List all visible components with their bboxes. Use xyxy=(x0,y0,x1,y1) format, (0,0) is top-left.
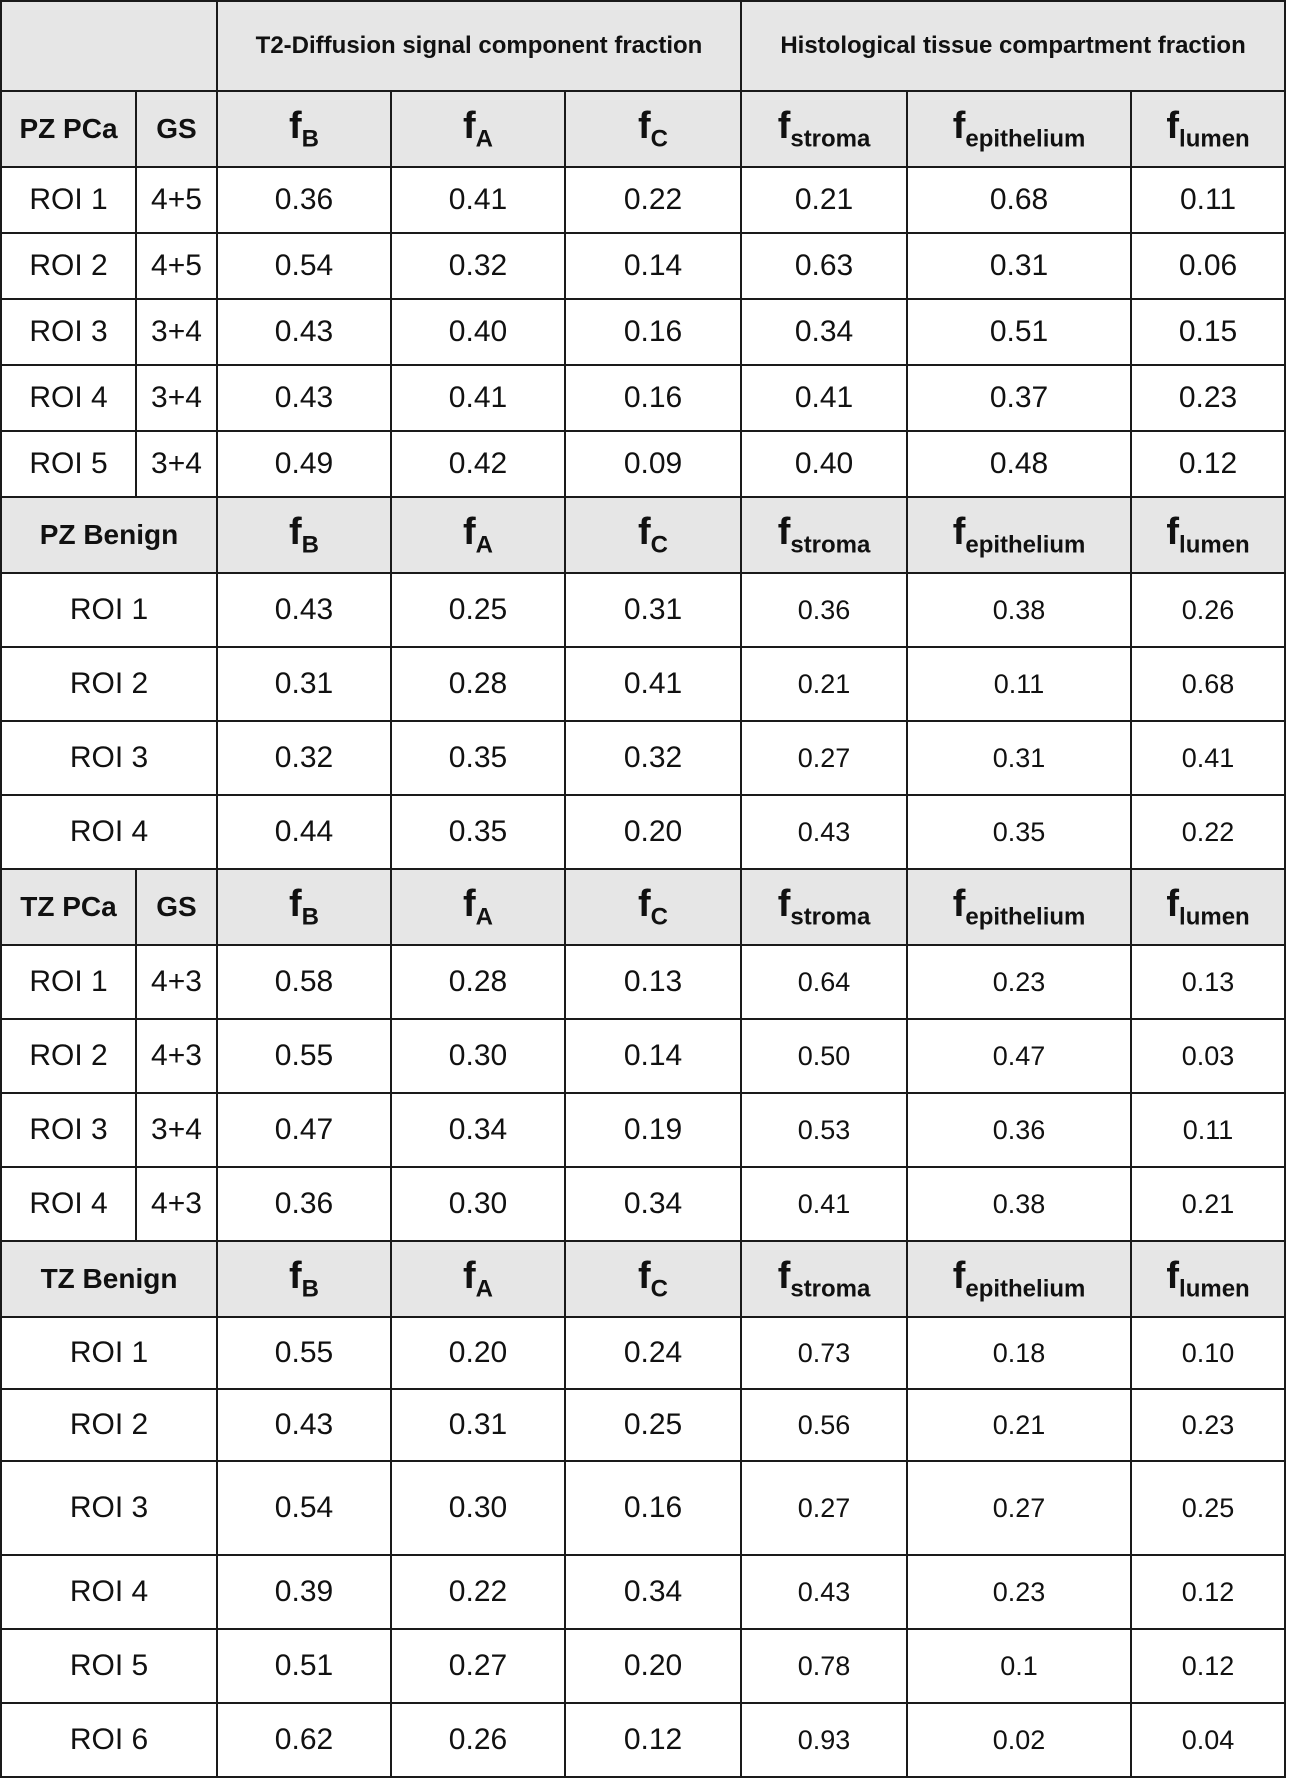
gs-cell: 3+4 xyxy=(136,299,217,365)
fepithelium-cell: 0.38 xyxy=(907,1167,1131,1241)
fepithelium-cell: 0.47 xyxy=(907,1019,1131,1093)
symbol-fepithelium: $f_{epithelium}$ xyxy=(907,91,1131,167)
fb-cell: 0.43 xyxy=(217,365,391,431)
fstroma-cell: 0.43 xyxy=(741,795,907,869)
fepithelium-cell: 0.23 xyxy=(907,945,1131,1019)
fc-cell: 0.41 xyxy=(565,647,741,721)
flumen-cell: 0.13 xyxy=(1131,945,1285,1019)
fa-cell: 0.35 xyxy=(391,721,565,795)
flumen-cell: 0.11 xyxy=(1131,1093,1285,1167)
symbol-fa: $f_A$ xyxy=(391,91,565,167)
fc-cell: 0.14 xyxy=(565,233,741,299)
table-row xyxy=(1,1093,1285,1167)
roi-cell: ROI 4 xyxy=(1,365,136,431)
fb-cell: 0.54 xyxy=(217,233,391,299)
table-row xyxy=(1,1167,1285,1241)
fa-cell: 0.35 xyxy=(391,795,565,869)
fstroma-cell: 0.56 xyxy=(741,1389,907,1461)
fa-cell: 0.28 xyxy=(391,647,565,721)
fb-cell: 0.39 xyxy=(217,1555,391,1629)
fstroma-cell: 0.78 xyxy=(741,1629,907,1703)
flumen-cell: 0.23 xyxy=(1131,1389,1285,1461)
fa-cell: 0.28 xyxy=(391,945,565,1019)
fa-cell: 0.32 xyxy=(391,233,565,299)
roi-cell: ROI 3 xyxy=(1,1093,136,1167)
fc-cell: 0.24 xyxy=(565,1317,741,1389)
fstroma-cell: 0.40 xyxy=(741,431,907,497)
fa-cell: 0.34 xyxy=(391,1093,565,1167)
fc-cell: 0.34 xyxy=(565,1167,741,1241)
fa-cell: 0.31 xyxy=(391,1389,565,1461)
fstroma-cell: 0.21 xyxy=(741,167,907,233)
empty-corner-cell xyxy=(1,1,217,91)
table-row xyxy=(1,647,1285,721)
flumen-cell: 0.12 xyxy=(1131,1629,1285,1703)
fc-cell: 0.32 xyxy=(565,721,741,795)
symbol-fb: $f_B$ xyxy=(217,1241,391,1317)
fc-cell: 0.19 xyxy=(565,1093,741,1167)
fepithelium-cell: 0.35 xyxy=(907,795,1131,869)
table-row xyxy=(1,299,1285,365)
fa-cell: 0.30 xyxy=(391,1461,565,1555)
flumen-cell: 0.68 xyxy=(1131,647,1285,721)
roi-cell: ROI 4 xyxy=(1,1555,217,1629)
fstroma-cell: 0.43 xyxy=(741,1555,907,1629)
roi-cell: ROI 1 xyxy=(1,573,217,647)
fepithelium-cell: 0.37 xyxy=(907,365,1131,431)
fstroma-cell: 0.64 xyxy=(741,945,907,1019)
gs-cell: 4+5 xyxy=(136,167,217,233)
flumen-cell: 0.06 xyxy=(1131,233,1285,299)
fb-cell: 0.36 xyxy=(217,167,391,233)
fepithelium-cell: 0.51 xyxy=(907,299,1131,365)
fc-cell: 0.16 xyxy=(565,1461,741,1555)
fepithelium-cell: 0.21 xyxy=(907,1389,1131,1461)
symbol-flumen: $f_{lumen}$ xyxy=(1131,869,1285,945)
section-header-row xyxy=(1,869,1285,945)
fc-cell: 0.20 xyxy=(565,1629,741,1703)
gs-header: GS xyxy=(136,869,217,945)
fepithelium-cell: 0.38 xyxy=(907,573,1131,647)
table-row xyxy=(1,1389,1285,1461)
fa-cell: 0.22 xyxy=(391,1555,565,1629)
fstroma-cell: 0.21 xyxy=(741,647,907,721)
fb-cell: 0.62 xyxy=(217,1703,391,1777)
section-header-row xyxy=(1,91,1285,167)
roi-cell: ROI 3 xyxy=(1,721,217,795)
fepithelium-cell: 0.48 xyxy=(907,431,1131,497)
fa-cell: 0.42 xyxy=(391,431,565,497)
symbol-flumen: $f_{lumen}$ xyxy=(1131,1241,1285,1317)
gs-cell: 3+4 xyxy=(136,1093,217,1167)
roi-cell: ROI 4 xyxy=(1,795,217,869)
fstroma-cell: 0.50 xyxy=(741,1019,907,1093)
roi-cell: ROI 6 xyxy=(1,1703,217,1777)
roi-cell: ROI 5 xyxy=(1,1629,217,1703)
fb-cell: 0.54 xyxy=(217,1461,391,1555)
section-label: TZ Benign xyxy=(1,1241,217,1317)
flumen-cell: 0.23 xyxy=(1131,365,1285,431)
symbol-fc: $f_C$ xyxy=(565,91,741,167)
table-row xyxy=(1,167,1285,233)
roi-cell: ROI 2 xyxy=(1,647,217,721)
symbol-fc: $f_C$ xyxy=(565,869,741,945)
flumen-cell: 0.41 xyxy=(1131,721,1285,795)
table-row xyxy=(1,1629,1285,1703)
fepithelium-cell: 0.11 xyxy=(907,647,1131,721)
fb-cell: 0.44 xyxy=(217,795,391,869)
fa-cell: 0.41 xyxy=(391,365,565,431)
symbol-fc: $f_C$ xyxy=(565,1241,741,1317)
symbol-fa: $f_A$ xyxy=(391,869,565,945)
roi-cell: ROI 2 xyxy=(1,1389,217,1461)
t2-group-header: T2-Diffusion signal component fraction xyxy=(217,1,741,91)
table-row xyxy=(1,233,1285,299)
table-row xyxy=(1,1461,1285,1555)
section-label: PZ Benign xyxy=(1,497,217,573)
roi-cell: ROI 3 xyxy=(1,1461,217,1555)
fb-cell: 0.43 xyxy=(217,299,391,365)
fc-cell: 0.34 xyxy=(565,1555,741,1629)
fb-cell: 0.58 xyxy=(217,945,391,1019)
flumen-cell: 0.21 xyxy=(1131,1167,1285,1241)
fb-cell: 0.43 xyxy=(217,1389,391,1461)
symbol-fa: $f_A$ xyxy=(391,497,565,573)
fstroma-cell: 0.63 xyxy=(741,233,907,299)
flumen-cell: 0.12 xyxy=(1131,431,1285,497)
fc-cell: 0.31 xyxy=(565,573,741,647)
fc-cell: 0.25 xyxy=(565,1389,741,1461)
fepithelium-cell: 0.1 xyxy=(907,1629,1131,1703)
table-row xyxy=(1,365,1285,431)
symbol-flumen: $f_{lumen}$ xyxy=(1131,91,1285,167)
fb-cell: 0.36 xyxy=(217,1167,391,1241)
fstroma-cell: 0.53 xyxy=(741,1093,907,1167)
symbol-fepithelium: $f_{epithelium}$ xyxy=(907,1241,1131,1317)
roi-cell: ROI 1 xyxy=(1,945,136,1019)
fstroma-cell: 0.34 xyxy=(741,299,907,365)
fstroma-cell: 0.27 xyxy=(741,1461,907,1555)
fa-cell: 0.20 xyxy=(391,1317,565,1389)
section-header-row xyxy=(1,497,1285,573)
symbol-fb: $f_B$ xyxy=(217,869,391,945)
flumen-cell: 0.25 xyxy=(1131,1461,1285,1555)
symbol-fb: $f_B$ xyxy=(217,91,391,167)
fepithelium-cell: 0.27 xyxy=(907,1461,1131,1555)
gs-cell: 3+4 xyxy=(136,431,217,497)
fc-cell: 0.12 xyxy=(565,1703,741,1777)
table-row xyxy=(1,573,1285,647)
fb-cell: 0.32 xyxy=(217,721,391,795)
gs-cell: 4+3 xyxy=(136,1167,217,1241)
fb-cell: 0.55 xyxy=(217,1317,391,1389)
fepithelium-cell: 0.31 xyxy=(907,233,1131,299)
table-row xyxy=(1,1703,1285,1777)
table-row xyxy=(1,1019,1285,1093)
symbol-fa: $f_A$ xyxy=(391,1241,565,1317)
fepithelium-cell: 0.31 xyxy=(907,721,1131,795)
gs-cell: 4+5 xyxy=(136,233,217,299)
flumen-cell: 0.04 xyxy=(1131,1703,1285,1777)
gs-cell: 3+4 xyxy=(136,365,217,431)
fa-cell: 0.30 xyxy=(391,1167,565,1241)
roi-cell: ROI 2 xyxy=(1,1019,136,1093)
fc-cell: 0.16 xyxy=(565,365,741,431)
fstroma-cell: 0.27 xyxy=(741,721,907,795)
gs-cell: 4+3 xyxy=(136,1019,217,1093)
symbol-fc: $f_C$ xyxy=(565,497,741,573)
gs-cell: 4+3 xyxy=(136,945,217,1019)
symbol-fstroma: $f_{stroma}$ xyxy=(741,869,907,945)
section-header-row xyxy=(1,1241,1285,1317)
fa-cell: 0.41 xyxy=(391,167,565,233)
fstroma-cell: 0.41 xyxy=(741,365,907,431)
roi-cell: ROI 2 xyxy=(1,233,136,299)
flumen-cell: 0.11 xyxy=(1131,167,1285,233)
flumen-cell: 0.15 xyxy=(1131,299,1285,365)
group-header-row xyxy=(1,1,1285,91)
fepithelium-cell: 0.23 xyxy=(907,1555,1131,1629)
symbol-fstroma: $f_{stroma}$ xyxy=(741,91,907,167)
symbol-fstroma: $f_{stroma}$ xyxy=(741,1241,907,1317)
fc-cell: 0.16 xyxy=(565,299,741,365)
fstroma-cell: 0.41 xyxy=(741,1167,907,1241)
fc-cell: 0.09 xyxy=(565,431,741,497)
table-row xyxy=(1,1317,1285,1389)
fb-cell: 0.51 xyxy=(217,1629,391,1703)
table-row xyxy=(1,431,1285,497)
roi-cell: ROI 4 xyxy=(1,1167,136,1241)
fc-cell: 0.14 xyxy=(565,1019,741,1093)
gs-header: GS xyxy=(136,91,217,167)
roi-cell: ROI 5 xyxy=(1,431,136,497)
section-label: TZ PCa xyxy=(1,869,136,945)
table-row xyxy=(1,1555,1285,1629)
table-row xyxy=(1,795,1285,869)
flumen-cell: 0.26 xyxy=(1131,573,1285,647)
hist-group-header: Histological tissue compartment fraction xyxy=(741,1,1285,91)
fa-cell: 0.27 xyxy=(391,1629,565,1703)
flumen-cell: 0.10 xyxy=(1131,1317,1285,1389)
fepithelium-cell: 0.18 xyxy=(907,1317,1131,1389)
roi-cell: ROI 1 xyxy=(1,167,136,233)
flumen-cell: 0.03 xyxy=(1131,1019,1285,1093)
roi-cell: ROI 3 xyxy=(1,299,136,365)
fc-cell: 0.22 xyxy=(565,167,741,233)
fb-cell: 0.47 xyxy=(217,1093,391,1167)
table-row xyxy=(1,945,1285,1019)
fb-cell: 0.49 xyxy=(217,431,391,497)
section-label: PZ PCa xyxy=(1,91,136,167)
fc-cell: 0.20 xyxy=(565,795,741,869)
fa-cell: 0.40 xyxy=(391,299,565,365)
fa-cell: 0.25 xyxy=(391,573,565,647)
fa-cell: 0.26 xyxy=(391,1703,565,1777)
flumen-cell: 0.12 xyxy=(1131,1555,1285,1629)
roi-cell: ROI 1 xyxy=(1,1317,217,1389)
table-row xyxy=(1,721,1285,795)
symbol-flumen: $f_{lumen}$ xyxy=(1131,497,1285,573)
fb-cell: 0.31 xyxy=(217,647,391,721)
fstroma-cell: 0.73 xyxy=(741,1317,907,1389)
symbol-fb: $f_B$ xyxy=(217,497,391,573)
symbol-fepithelium: $f_{epithelium}$ xyxy=(907,869,1131,945)
fc-cell: 0.13 xyxy=(565,945,741,1019)
symbol-fepithelium: $f_{epithelium}$ xyxy=(907,497,1131,573)
fepithelium-cell: 0.68 xyxy=(907,167,1131,233)
fb-cell: 0.43 xyxy=(217,573,391,647)
fb-cell: 0.55 xyxy=(217,1019,391,1093)
fepithelium-cell: 0.36 xyxy=(907,1093,1131,1167)
fa-cell: 0.30 xyxy=(391,1019,565,1093)
flumen-cell: 0.22 xyxy=(1131,795,1285,869)
symbol-fstroma: $f_{stroma}$ xyxy=(741,497,907,573)
fepithelium-cell: 0.02 xyxy=(907,1703,1131,1777)
fstroma-cell: 0.36 xyxy=(741,573,907,647)
fstroma-cell: 0.93 xyxy=(741,1703,907,1777)
